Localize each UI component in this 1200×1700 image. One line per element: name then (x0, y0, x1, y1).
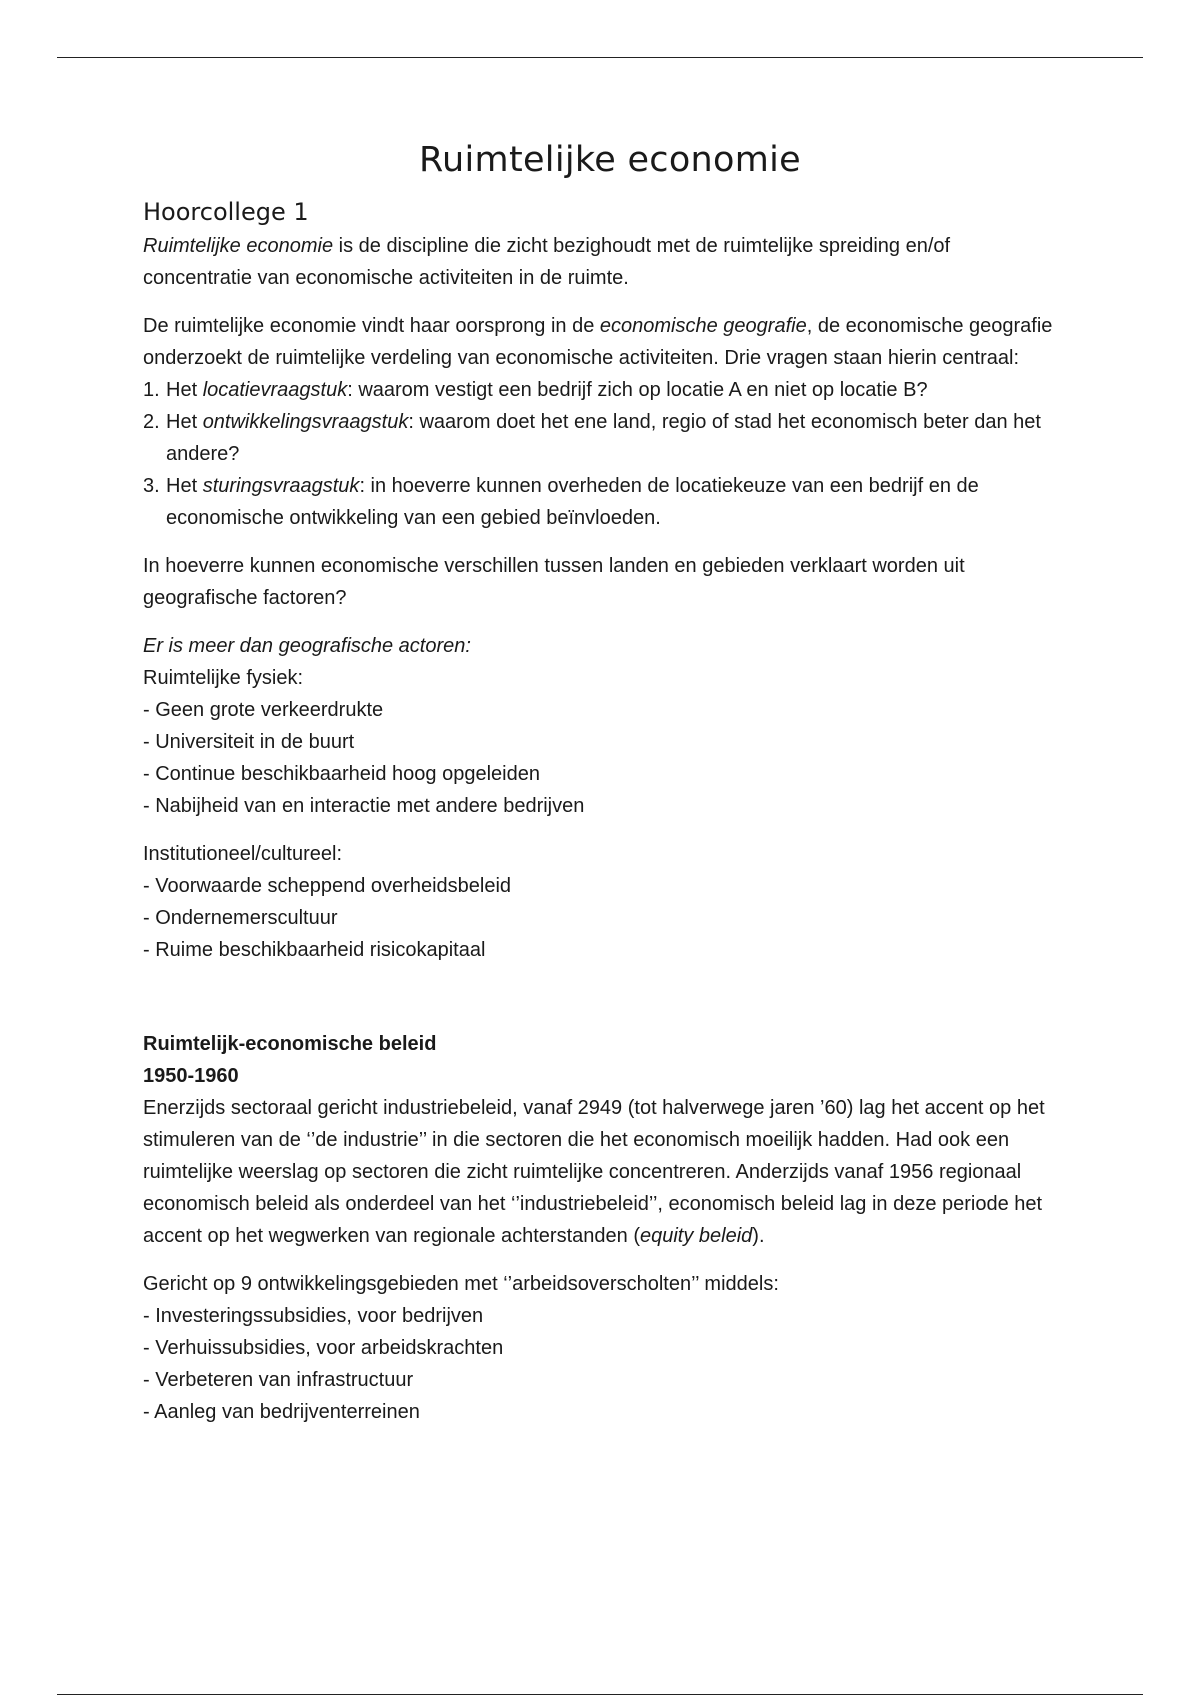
list-item-text: : waarom vestigt een bedrijf zich op locatie A en niet op locatie B? (347, 379, 928, 401)
list-item: - Universiteit in de buurt (143, 731, 355, 753)
intro-term: Ruimtelijke economie (143, 235, 334, 257)
policy-paragraph (143, 1092, 1063, 1252)
list-item-prefix: Het (166, 475, 203, 497)
list-item: - Geen grote verkeerdrukte (143, 699, 384, 721)
origin-term: economische geografie (599, 315, 807, 337)
list-item: - Voorwaarde scheppend overheidsbeleid (143, 875, 512, 897)
list-number: 3. (143, 475, 160, 497)
means-label: Gericht op 9 ontwikkelingsgebieden met ‘’arbeidsoverscholten’’ middels: (143, 1273, 779, 1295)
list-item-term: ontwikkelingsvraagstuk (202, 411, 409, 433)
geo-question-paragraph: In hoeverre kunnen economische verschillen tussen landen en gebieden verklaart worden uit geografische factoren? (143, 555, 965, 609)
list-item: - Aanleg van bedrijventerreinen (143, 1401, 420, 1423)
list-item (143, 406, 1063, 470)
intro-text: is de discipline die zicht bezighoudt met de ruimtelijke spreiding en/of concentratie van economische activiteiten in de ruimte. (143, 235, 951, 289)
policy-means (143, 1268, 1063, 1428)
physical-factors (143, 630, 1063, 822)
institutional-factors (143, 838, 1063, 966)
list-item (143, 470, 1063, 534)
list-item-text: : in hoeverre kunnen overheden de locatiekeuze van een bedrijf en de economische ontwikkeling van een gebied beïnvloeden. (166, 475, 979, 529)
list-item (143, 374, 1063, 406)
policy-text: Enerzijds sectoraal gericht industriebeleid, vanaf 2949 (tot halverwege jaren ’60) lag het accent op het stimuleren van de ‘’de industrie’’ in die sectoren die het economisch moeilijk hadden. Had ook een ruimtelijke weerslag op sectoren die zicht ruimtelijke concentreren. Anderzijds vanaf 1956 regionaal economisch beleid als onderdeel van het ‘’industriebeleid’’, economisch beleid lag in deze periode het accent op het wegwerken van regionale achterstanden ( (143, 1097, 1045, 1247)
bottom-rule (57, 1694, 1143, 1695)
list-item-term: locatievraagstuk (202, 379, 348, 401)
policy-period: 1950-1960 (143, 1065, 239, 1087)
list-item: - Ruime beschikbaarheid risicokapitaal (143, 939, 486, 961)
origin-paragraph (143, 310, 1063, 374)
more-actors-line: Er is meer dan geografische actoren: (143, 635, 471, 657)
list-number: 1. (143, 379, 160, 401)
list-item: - Verbeteren van infrastructuur (143, 1369, 414, 1391)
intro-paragraph (143, 230, 1063, 294)
institutional-label: Institutioneel/cultureel: (143, 843, 343, 865)
policy-term: equity beleid (639, 1225, 753, 1247)
list-number: 2. (143, 411, 160, 433)
lecture-heading: Hoorcollege 1 (143, 198, 309, 226)
section-spacer (143, 982, 1063, 1028)
document-page (143, 140, 1063, 1444)
list-item-prefix: Het (166, 379, 203, 401)
list-item-prefix: Het (166, 411, 203, 433)
list-item: - Ondernemerscultuur (143, 907, 338, 929)
list-item: - Verhuissubsidies, voor arbeidskrachten (143, 1337, 504, 1359)
list-item: - Nabijheid van en interactie met andere bedrijven (143, 795, 585, 817)
top-rule (57, 57, 1143, 58)
policy-heading: Ruimtelijk-economische beleid (143, 1033, 437, 1055)
list-item-text: : waarom doet het ene land, regio of stad het economisch beter dan het andere? (166, 411, 1041, 465)
document-title: Ruimtelijke economie (419, 140, 801, 180)
list-item: - Investeringssubsidies, voor bedrijven (143, 1305, 484, 1327)
list-item: - Continue beschikbaarheid hoog opgeleiden (143, 763, 540, 785)
origin-text-1: De ruimtelijke economie vindt haar oorsprong in de (143, 315, 600, 337)
physical-label: Ruimtelijke fysiek: (143, 667, 304, 689)
origin-text-2: , de economische geografie onderzoekt de ruimtelijke verdeling van economische activiteiten. Drie vragen staan hierin centraal: (143, 315, 1053, 369)
policy-text-end: ). (752, 1225, 765, 1247)
list-item-term: sturingsvraagstuk (202, 475, 360, 497)
central-questions-list (143, 374, 1063, 534)
